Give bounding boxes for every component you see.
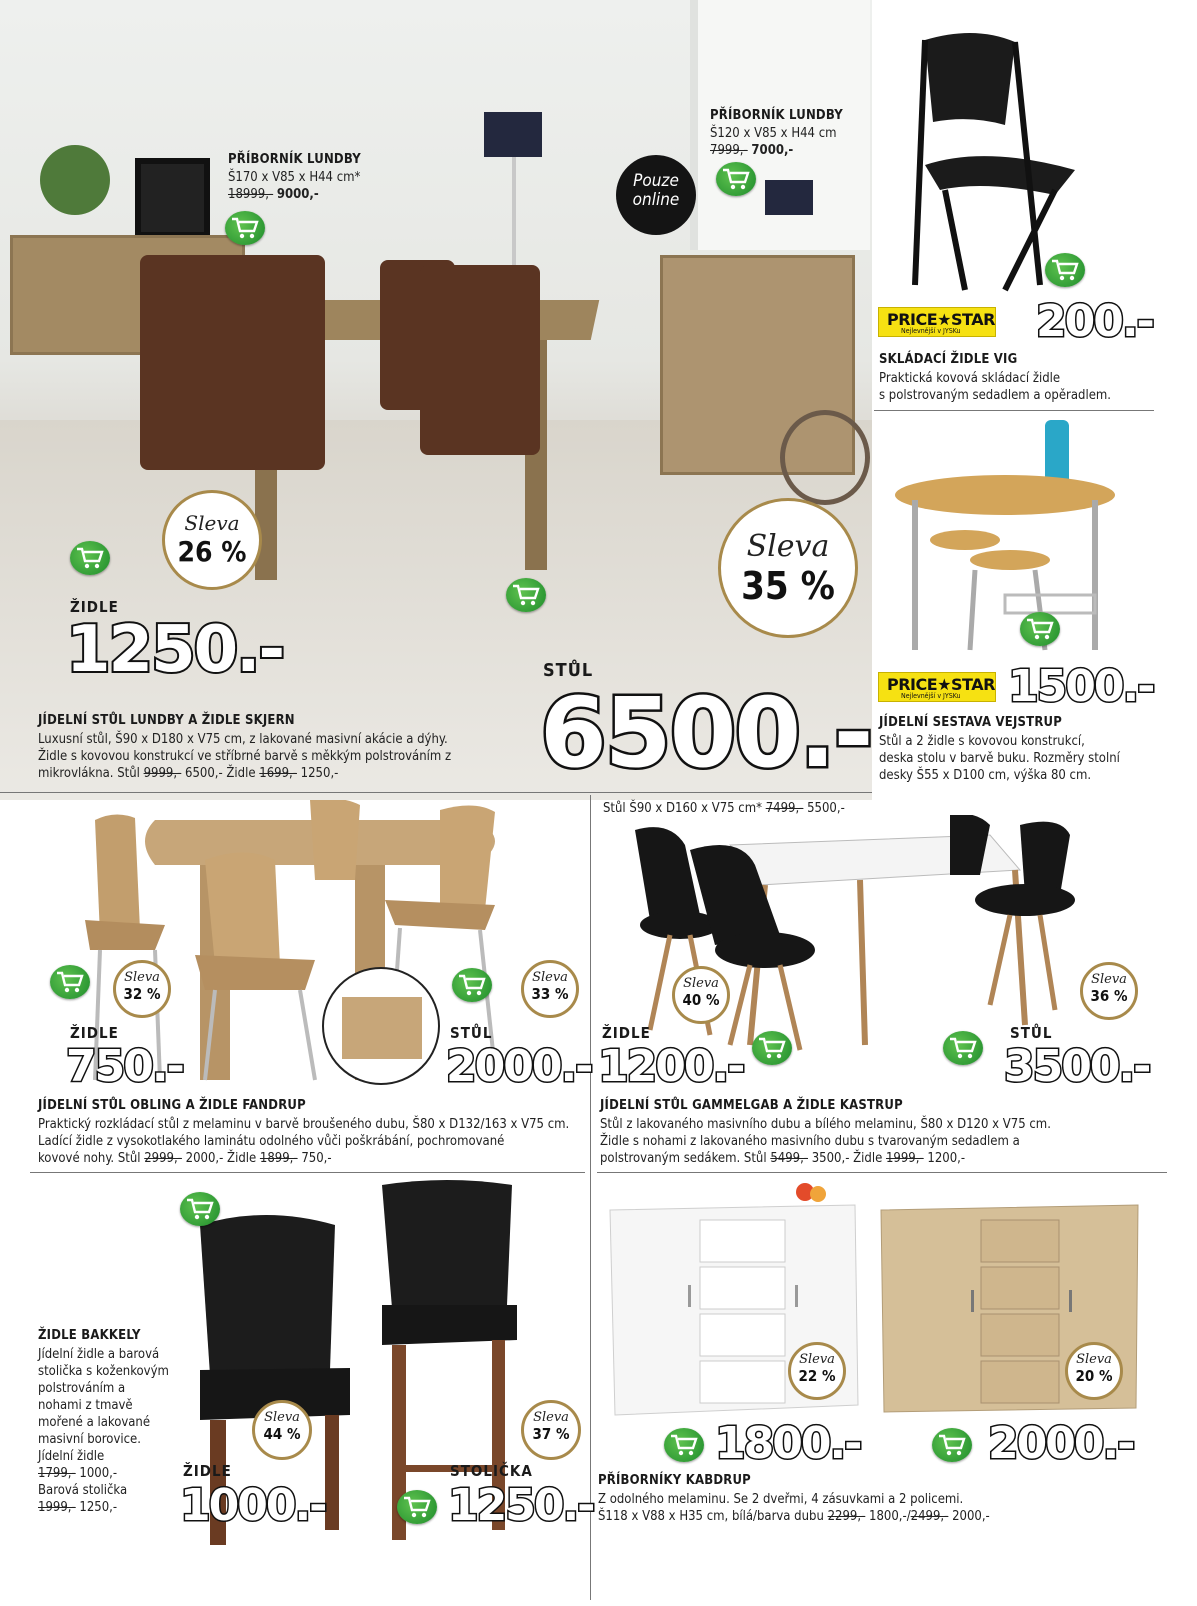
lundby-set-title: JÍDELNÍ STŮL LUNDBY A ŽIDLE SKJERN [38, 713, 295, 728]
text: 1800,-/ [865, 1509, 911, 1524]
wall-picture [135, 158, 210, 238]
pricestar-subtext: Nejlevnější v JYSKu [901, 692, 961, 700]
discount-value: 20 % [1075, 1367, 1113, 1385]
shopping-cart-icon[interactable] [716, 162, 756, 196]
shopping-cart-icon[interactable] [50, 965, 90, 999]
description-line: Praktický rozkládací stůl z melaminu v barvě broušeného dubu, Š80 x D132/163 x V75 cm. [38, 1117, 570, 1132]
text: 5500,- [803, 801, 845, 816]
description-line: stolička s koženkovým [38, 1364, 169, 1379]
sideboard-small-prices [710, 142, 793, 159]
shopping-cart-icon[interactable] [1020, 612, 1060, 646]
description-line [38, 765, 451, 782]
chair-bakkely-price: 1000.- [180, 1480, 326, 1531]
discount-badge-chair-kastrup [672, 966, 730, 1024]
text: 3500,- Židle [808, 1151, 886, 1166]
obling-set-description [38, 1116, 569, 1167]
description-line [38, 1465, 169, 1482]
discount-label: Sleva [184, 511, 240, 535]
discount-badge-chair-bakkely [252, 1400, 312, 1460]
pricestar-text: PRICE★STAR [887, 675, 995, 694]
pricestar-badge [878, 672, 996, 702]
description-line: Luxusní stůl, Š90 x D180 x V75 cm, z lakované masivní akácie a dýhy. [38, 732, 448, 747]
old-price: 7999,- [710, 143, 748, 158]
decor-basket [780, 410, 870, 505]
old-price: 2499,- [910, 1509, 949, 1524]
description-line: nohami z tmavě [38, 1398, 133, 1413]
online-badge-line1: Pouze [633, 171, 679, 191]
table-gammelgab-price: 3500.- [1004, 1041, 1150, 1092]
discount-badge-stool-bakkely [521, 1400, 581, 1460]
table-category-label: STŮL [1010, 1024, 1053, 1042]
old-price: 1699,- [259, 766, 297, 781]
description-line: s polstrovaným sedadlem a opěradlem. [879, 388, 1111, 403]
chair-kastrup-price: 1200.- [598, 1041, 744, 1092]
description-line: Jídelní židle [38, 1449, 105, 1464]
sideboard-small-dims: Š120 x V85 x H44 cm [710, 126, 837, 141]
text: Š118 x V88 x H35 cm, bílá/barva dubu [598, 1509, 828, 1524]
gammelgab-set-title: JÍDELNÍ STŮL GAMMELGAB A ŽIDLE KASTRUP [600, 1098, 903, 1113]
old-price: 5499,- [770, 1151, 809, 1166]
description-line: mořené a lakované [38, 1415, 151, 1430]
description-line: Stůl a 2 židle s kovovou konstrukcí, [879, 734, 1085, 749]
plant [40, 145, 110, 215]
description-line: Praktická kovová skládací židle [879, 371, 1061, 386]
chair-skjern-image [140, 255, 325, 470]
description-line: Z odolného melaminu. Se 2 dveřmi, 4 zásuvkami a 2 policemi. [598, 1492, 964, 1507]
sideboard-kabdrup-oak-price: 2000.- [988, 1418, 1134, 1469]
bakkely-title: ŽIDLE BAKKELY [38, 1328, 141, 1343]
shopping-cart-icon[interactable] [225, 211, 265, 245]
online-badge-line2: online [632, 190, 680, 210]
pricestar-badge [878, 307, 996, 337]
shopping-cart-icon[interactable] [1045, 253, 1085, 287]
old-price: 1799,- [38, 1466, 76, 1481]
discount-value: 22 % [798, 1367, 836, 1385]
discount-badge-table-obling [521, 960, 579, 1018]
text: 2000,- Židle [181, 1151, 260, 1166]
old-price: 18999,- [228, 187, 274, 202]
description-line: Ladící židle z vysokotlakého laminátu odolného vůči poškrábání, pochromované [38, 1134, 505, 1149]
shopping-cart-icon[interactable] [180, 1192, 220, 1226]
divider [597, 1172, 1167, 1173]
new-price: 7000,- [751, 143, 794, 158]
discount-label: Sleva [533, 1410, 569, 1425]
dining-set-vejstrup-price: 1500.- [1008, 661, 1154, 712]
discount-value: 37 % [532, 1425, 570, 1443]
discount-label: Sleva [1076, 1352, 1112, 1367]
description-line: Židle s kovovou konstrukcí ve stříbrné barvě s měkkým polstrováním z [38, 749, 452, 764]
discount-label: Sleva [799, 1352, 835, 1367]
description-line: Barová stolička [38, 1483, 128, 1498]
pricestar-subtext: Nejlevnější v JYSKu [901, 327, 961, 335]
discount-value: 44 % [263, 1425, 301, 1443]
old-price: 1999,- [885, 1151, 924, 1166]
obling-set-title: JÍDELNÍ STŮL OBLING A ŽIDLE FANDRUP [38, 1098, 306, 1113]
new-price: 1250,- [75, 1500, 118, 1515]
discount-label: Sleva [264, 1410, 300, 1425]
dining-set-vejstrup-description [879, 733, 1120, 784]
floor-lamp-shade [484, 112, 542, 157]
description-line: deska stolu v barvě buku. Rozměry stolní [879, 751, 1120, 766]
sideboard-large-title: PŘÍBORNÍK LUNDBY [228, 152, 361, 167]
sideboard-kabdrup-white-price: 1800.- [715, 1418, 861, 1469]
description-line: Židle s nohami z lakovaného masivního dubu s tvarovaným sedadlem a [600, 1134, 1020, 1149]
discount-label: Sleva [532, 970, 568, 985]
chair-skjern-price: 1250.- [66, 613, 283, 687]
chair-vig-description [879, 370, 1111, 404]
bakkely-description [38, 1346, 169, 1516]
chair-category-label: ŽIDLE [183, 1462, 232, 1480]
old-price: 1999,- [38, 1500, 76, 1515]
dining-set-vejstrup-title: JÍDELNÍ SESTAVA VEJSTRUP [879, 715, 1062, 730]
new-price: 1000,- [75, 1466, 118, 1481]
new-price: 9000,- [276, 187, 319, 202]
discount-badge-table-gammelgab [1080, 962, 1138, 1020]
chair-category-label: ŽIDLE [70, 1024, 119, 1042]
chair-vig-price: 200.- [1036, 296, 1153, 347]
discount-label: Sleva [746, 529, 830, 564]
description-line: Jídelní židle a barová [38, 1347, 160, 1362]
old-price: 1899,- [259, 1151, 298, 1166]
text: kovové nohy. Stůl [38, 1151, 145, 1166]
text: mikrovlákna. Stůl [38, 766, 144, 781]
discount-badge-chair-skjern [162, 490, 262, 590]
divider [30, 1172, 585, 1173]
text: 750,- [297, 1151, 332, 1166]
lundby-set-description [38, 731, 451, 782]
shopping-cart-icon[interactable] [70, 541, 110, 575]
chair-fandrup-price: 750.- [66, 1041, 183, 1092]
chair-skjern-image [420, 265, 540, 455]
text: polstrovaným sedákem. Stůl [600, 1151, 771, 1166]
table-category-label: STŮL [543, 660, 594, 681]
discount-value: 36 % [1090, 987, 1128, 1005]
description-line: polstrováním a [38, 1381, 126, 1396]
folded-table-image [342, 997, 422, 1059]
text: 1200,- [923, 1151, 966, 1166]
text: 6500,- Židle [181, 766, 260, 781]
old-price: 9999,- [143, 766, 182, 781]
divider [0, 792, 872, 793]
shopping-cart-icon[interactable] [452, 968, 492, 1002]
shopping-cart-icon[interactable] [932, 1428, 972, 1462]
sideboard-small-title: PŘÍBORNÍK LUNDBY [710, 108, 843, 123]
discount-badge-chair-fandrup [113, 960, 171, 1018]
description-line: desky Š55 x D100 cm, výška 80 cm. [879, 768, 1092, 783]
description-line [600, 1150, 1051, 1167]
divider [874, 410, 1154, 411]
shopping-cart-icon[interactable] [943, 1031, 983, 1065]
kabdrup-title: PŘÍBORNÍKY KABDRUP [598, 1473, 751, 1488]
discount-badge-kabdrup-oak [1065, 1342, 1123, 1400]
chair-vig-title: SKLÁDACÍ ŽIDLE VIG [879, 352, 1018, 367]
old-price: 2999,- [144, 1151, 182, 1166]
discount-value: 33 % [531, 985, 569, 1003]
table-lamp-shade [765, 180, 813, 215]
shopping-cart-icon[interactable] [506, 578, 546, 612]
chair-category-label: ŽIDLE [70, 598, 119, 616]
online-only-badge [616, 155, 696, 235]
description-line [598, 1508, 990, 1525]
description-line: Stůl z lakovaného masivního dubu a bílého melaminu, Š80 x D120 x V75 cm. [600, 1117, 1051, 1132]
table-category-label: STŮL [450, 1024, 493, 1042]
sideboard-large-dims: Š170 x V85 x H44 cm* [228, 170, 361, 185]
chair-category-label: ŽIDLE [602, 1024, 651, 1042]
gammelgab-set-description [600, 1116, 1051, 1167]
discount-value: 40 % [682, 991, 720, 1009]
discount-value: 32 % [123, 985, 161, 1003]
discount-value: 35 % [741, 564, 835, 608]
table-obling-price: 2000.- [446, 1041, 592, 1092]
shopping-cart-icon[interactable] [752, 1031, 792, 1065]
pricestar-text: PRICE★STAR [887, 310, 995, 329]
discount-value: 26 % [177, 535, 247, 568]
shopping-cart-icon[interactable] [397, 1490, 437, 1524]
description-line: masivní borovice. [38, 1432, 141, 1447]
text: 1250,- [296, 766, 339, 781]
old-price: 7499,- [765, 801, 804, 816]
old-price: 2299,- [827, 1509, 866, 1524]
shopping-cart-icon[interactable] [664, 1428, 704, 1462]
discount-label: Sleva [1091, 972, 1127, 987]
description-line [38, 1499, 169, 1516]
text: 2000,- [948, 1509, 990, 1524]
discount-label: Sleva [124, 970, 160, 985]
dining-set-vejstrup-image [895, 420, 1120, 665]
table-lundby-price: 6500.- [540, 677, 872, 789]
sideboard-large-prices [228, 186, 319, 203]
chair-vig-image [905, 30, 1125, 300]
kabdrup-description [598, 1491, 990, 1525]
description-line [38, 1150, 569, 1167]
discount-badge-kabdrup-white [788, 1342, 846, 1400]
text: Stůl Š90 x D160 x V75 cm* [603, 801, 766, 816]
table-folded-inset [322, 967, 440, 1085]
discount-badge-table-lundby [718, 498, 858, 638]
discount-label: Sleva [683, 976, 719, 991]
stool-category-label: STOLIČKA [450, 1462, 533, 1480]
stool-bakkely-price: 1250.- [448, 1480, 594, 1531]
